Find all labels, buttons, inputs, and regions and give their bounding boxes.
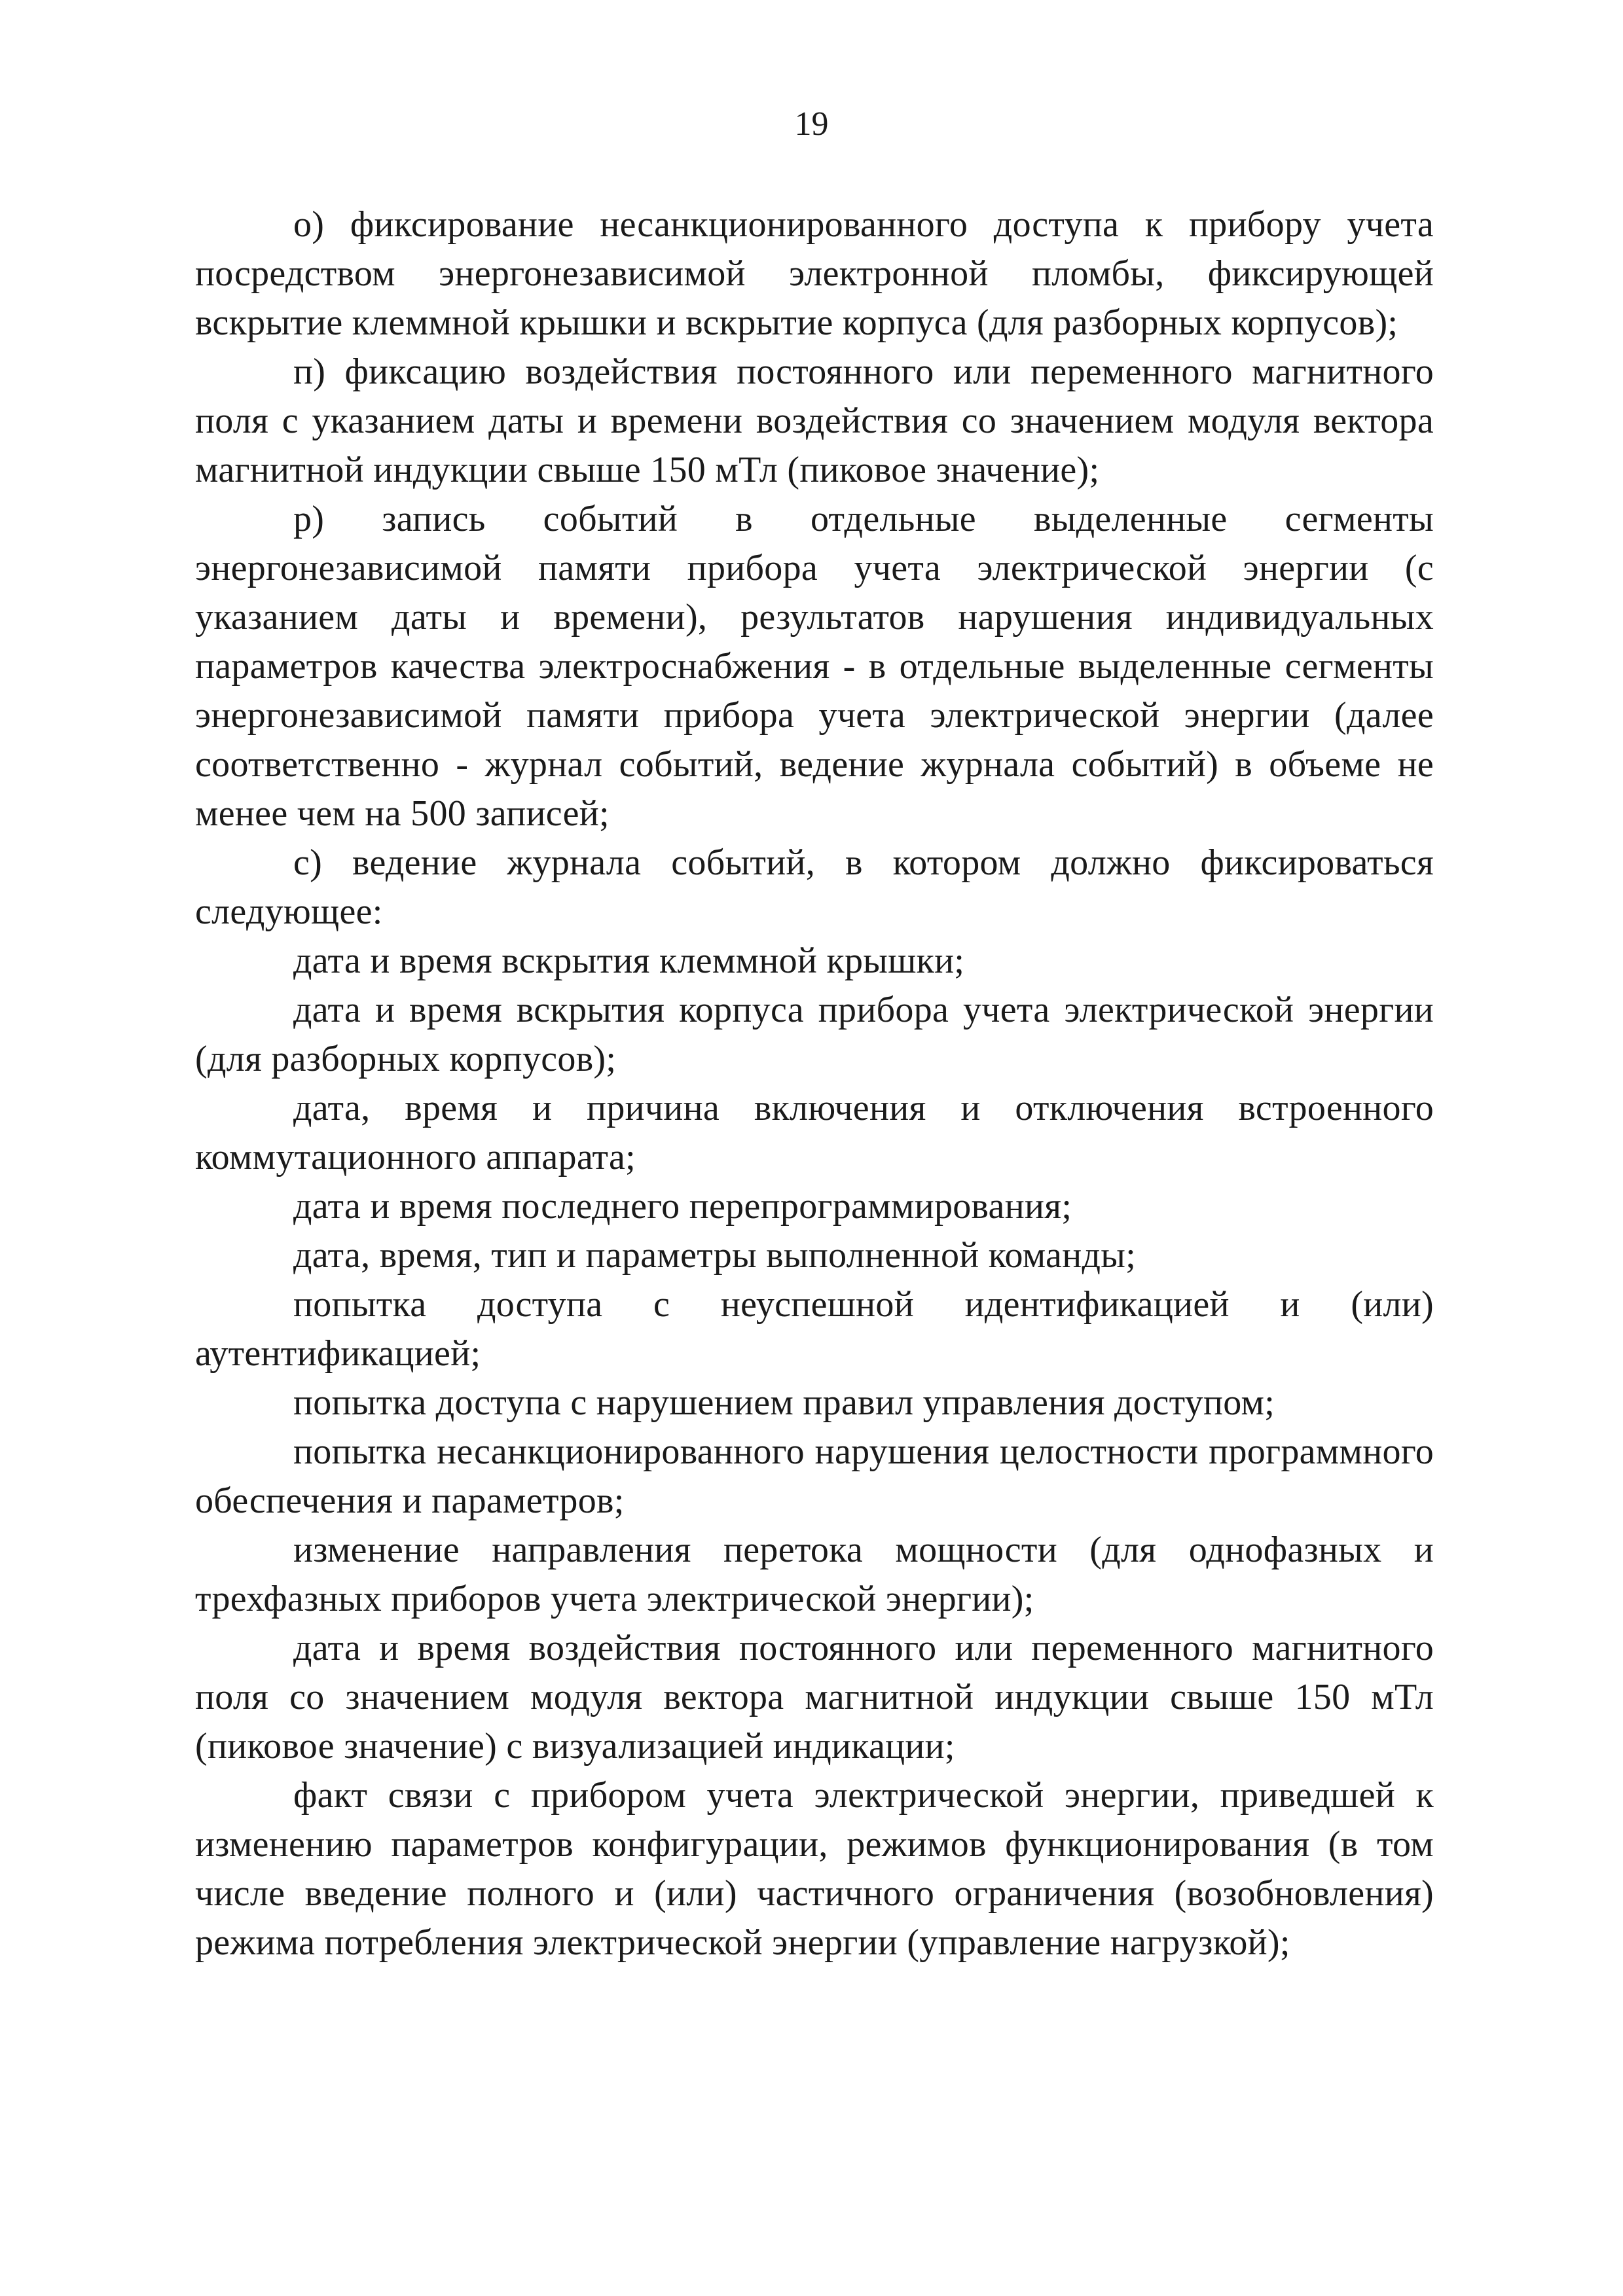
- journal-entry-reprogramming: дата и время последнего перепрограммирования;: [293, 1186, 1072, 1227]
- paragraph-item-p: п) фиксацию воздействия постоянного или переменного магнитного поля с указанием даты и времени воздействия со значением модуля вектора магнитной индукции свыше 150 мТл (пиковое значение);: [195, 351, 1434, 490]
- journal-entry-connection-fact: факт связи с прибором учета электрической энергии, приведшей к изменению параметров конфигурации, режимов функционирования (в том числе введение полного и (или) частичного ограничения (возобновления) режима потребления электрической энергии (управление нагрузкой);: [195, 1775, 1434, 1963]
- journal-entry-power-flow: изменение направления перетока мощности (для однофазных и трехфазных приборов учета электрической энергии);: [195, 1530, 1434, 1619]
- page-number: 19: [794, 105, 829, 143]
- journal-entry-failed-auth: попытка доступа с неуспешной идентификацией и (или) аутентификацией;: [195, 1284, 1434, 1374]
- journal-entry-switching-device: дата, время и причина включения и отключения встроенного коммутационного аппарата;: [195, 1088, 1434, 1177]
- journal-entry-housing-opening: дата и время вскрытия корпуса прибора учета электрической энергии (для разборных корпусов);: [195, 990, 1434, 1079]
- paragraph-item-o: о) фиксирование несанкционированного доступа к прибору учета посредством энергонезависимой электронной пломбы, фиксирующей вскрытие клеммной крышки и вскрытие корпуса (для разборных корпусов);: [195, 204, 1434, 343]
- journal-entry-magnetic-field: дата и время воздействия постоянного или переменного магнитного поля со значением модуля вектора магнитной индукции свыше 150 мТл (пиковое значение) с визуализацией индикации;: [195, 1628, 1434, 1767]
- paragraph-item-r: р) запись событий в отдельные выделенные сегменты энергонезависимой памяти прибора учета электрической энергии (с указанием даты и времени), результатов нарушения индивидуальных параметров качества электроснабжения - в отдельные выделенные сегменты энергонезависимой памяти прибора учета электрической энергии (далее соответственно - журнал событий, ведение журнала событий) в объеме не менее чем на 500 записей;: [195, 499, 1434, 834]
- journal-entry-terminal-cover: дата и время вскрытия клеммной крышки;: [293, 941, 965, 981]
- journal-entry-command: дата, время, тип и параметры выполненной команды;: [293, 1235, 1137, 1276]
- document-body: [195, 200, 1434, 1967]
- journal-entry-access-violation: попытка доступа с нарушением правил управления доступом;: [293, 1382, 1275, 1423]
- journal-entry-integrity-violation: попытка несанкционированного нарушения целостности программного обеспечения и параметров;: [195, 1431, 1434, 1521]
- paragraph-item-s: с) ведение журнала событий, в котором должно фиксироваться следующее:: [195, 842, 1434, 932]
